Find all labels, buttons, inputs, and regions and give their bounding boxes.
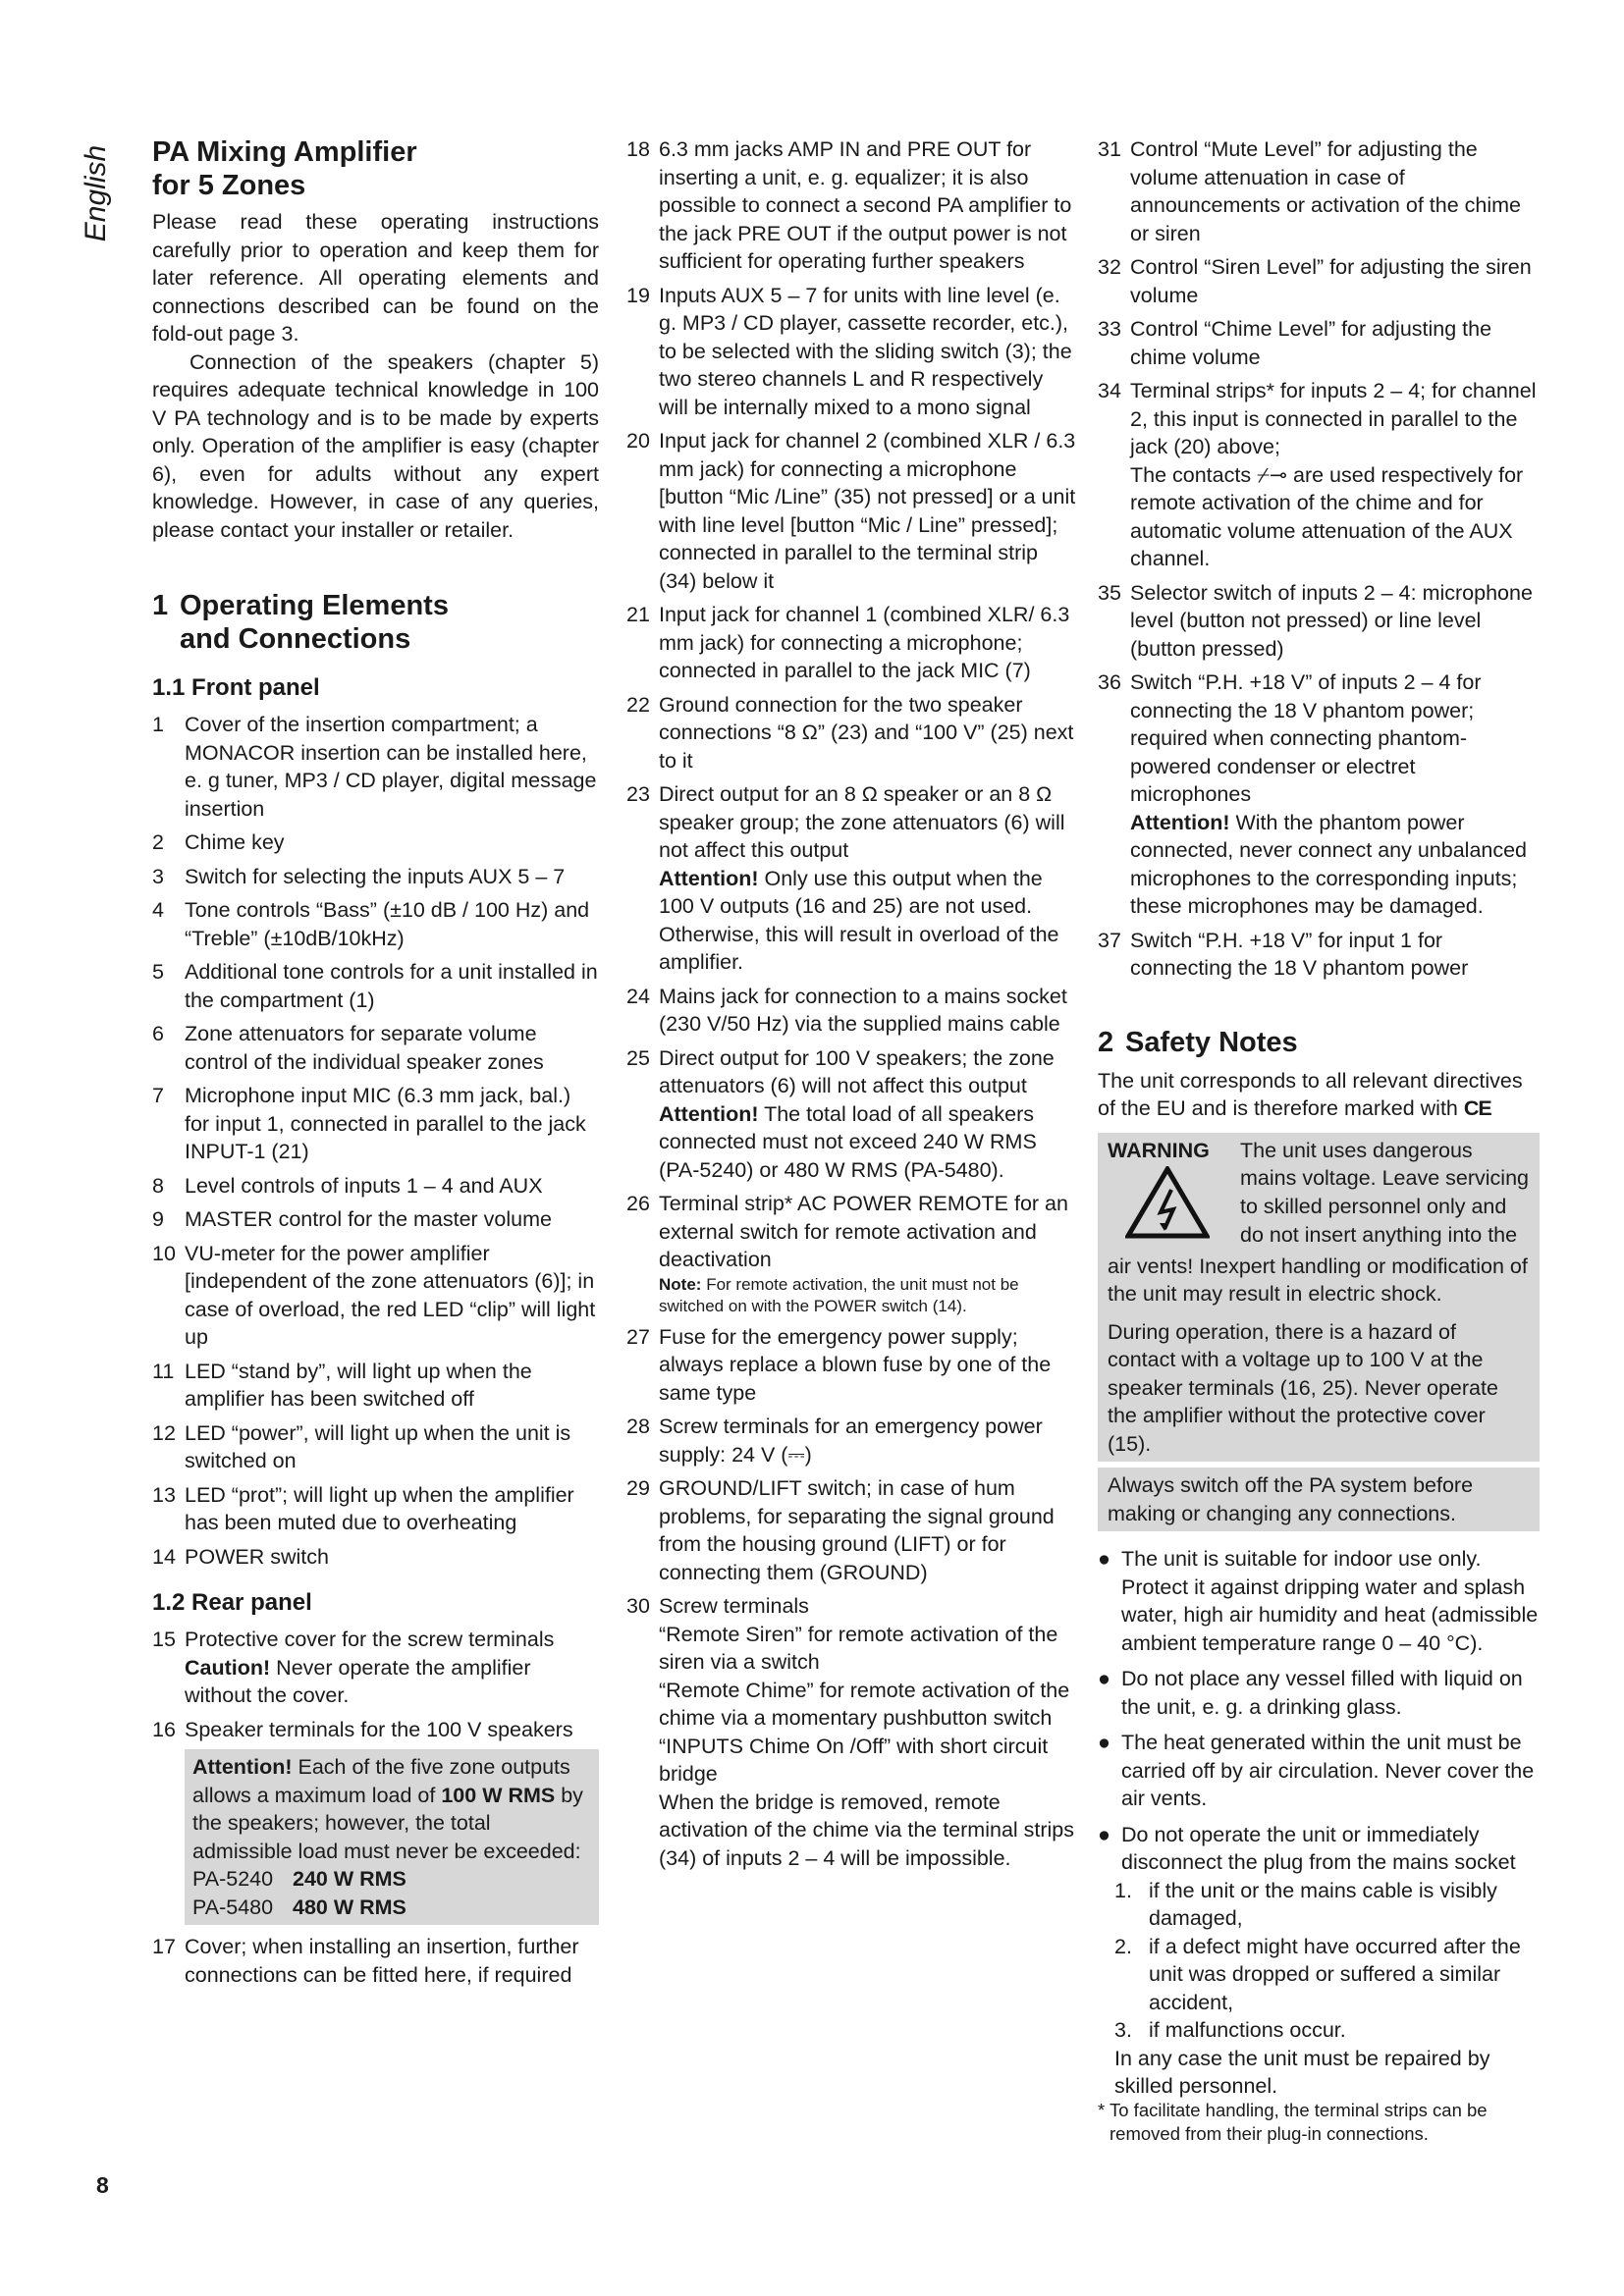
list-item: 24 Mains jack for connection to a mains socket (230 V/50 Hz) via the supplied mains cable <box>626 984 1067 1036</box>
list-item: 17 Cover; when installing an insertion, further connections can be fitted here, if required <box>152 1935 579 1987</box>
list-item: 35 Selector switch of inputs 2 – 4: microphone level (button not pressed) or line level (button pressed) <box>1098 580 1533 661</box>
numbered-subitem: 3. if malfunctions occur. <box>1114 2018 1346 2042</box>
column-3 <box>1098 135 1540 2101</box>
language-label: English <box>80 144 112 242</box>
column-2 <box>626 135 1076 1878</box>
list-item: 16 Speaker terminals for the 100 V speakers Attention! Each of the five zone outputs allows a maximum load of 100 W RMS by the speakers; however, the total admissible load must never be exceeded: PA-5240 240 W RMS PA-5480 480 W RMS <box>152 1716 599 1926</box>
list-item: 25 Direct output for 100 V speakers; the zone attenuators (6) will not affect this output Attention! The total load of all speakers connected must not exceed 240 W RMS (PA-5240) or 480 W RMS (PA-5480). <box>626 1045 1055 1182</box>
list-item: 3 Switch for selecting the inputs AUX 5 – 7 <box>152 864 566 888</box>
list-item: 27 Fuse for the emergency power supply; always replace a blown fuse by one of the same type <box>626 1324 1052 1405</box>
attention-box: Attention! Each of the five zone outputs allows a maximum load of 100 W RMS by the speakers; however, the total admissible load must never be exceeded: PA-5240 240 W RMS PA-5480 480 W RMS <box>185 1749 599 1925</box>
numbered-subitem: 2. if a defect might have occurred after the unit was dropped or suffered a similar accident, <box>1114 1934 1521 2014</box>
bullet-item: ● The unit is suitable for indoor use only. Protect it against dripping water and splash water, high air humidity and heat (admissible ambient temperature range 0 – 40 °C). <box>1098 1547 1539 1655</box>
list-item: 12 LED “power”, will light up when the unit is switched on <box>152 1420 571 1472</box>
warning-label: WARNING <box>1108 1138 1210 1162</box>
list-item: 7 Microphone input MIC (6.3 mm jack, bal.) for input 1, connected in parallel to the jack INPUT-1 (21) <box>152 1084 586 1163</box>
footnote: * To facilitate handling, the terminal strips can be removed from their plug-in connections. <box>1098 2100 1488 2144</box>
list-item: 30 Screw terminals “Remote Siren” for remote activation of the siren via a switch “Remote Chime” for remote activation of the chime via a momentary pushbutton switch “INPUTS Chime On /Off” with short circuit bridge When the bridge is removed, remote activation of the chime via the terminal strips (34) of inputs 2 – 4 will be impossible. <box>626 1594 1075 1870</box>
list-item: 32 Control “Siren Level” for adjusting the siren volume <box>1098 255 1532 307</box>
list-item: 15 Protective cover for the screw terminals Caution! Never operate the amplifier without the cover. <box>152 1628 555 1707</box>
page-number: 8 <box>96 2172 109 2198</box>
list-item: 37 Switch “P.H. +18 V” for input 1 for connecting the 18 V phantom power <box>1098 928 1469 980</box>
list-item: 14 POWER switch <box>152 1544 329 1569</box>
front-panel-heading: 1.1 Front panel <box>152 674 320 701</box>
warning-box: WARNING The unit uses dangerous mains voltage. Leave servicing to skilled personnel only and do not insert anything into the air vents! Inexpert handling or modification of the unit may result in electric shock. <box>1098 1133 1540 1314</box>
list-item: 6 Zone attenuators for separate volume control of the individual speaker zones <box>152 1022 544 1074</box>
list-item: 5 Additional tone controls for a unit installed in the compartment (1) <box>152 960 598 1012</box>
list-item: 29 GROUND/LIFT switch; in case of hum problems, for separating the signal ground from the housing ground (LIFT) or for connecting them (GROUND) <box>626 1476 1055 1584</box>
list-item: 1 Cover of the insertion compartment; a MONACOR insertion can be installed here, e. g tuner, MP3 / CD player, digital message insertion <box>152 713 597 821</box>
intro-paragraph: Please read these operating instructions carefully prior to operation and keep them for later reference. All operating elements and connections described can be found on the fold-out page 3. <box>152 210 599 346</box>
bullet-item: ● Do not operate the unit or immediately disconnect the plug from the mains socket <box>1098 1822 1516 1874</box>
list-item: 18 6.3 mm jacks AMP IN and PRE OUT for inserting a unit, e. g. equalizer; it is also possible to connect a second PA amplifier to the jack PRE OUT if the output power is not sufficient for operating further speakers <box>626 137 1072 273</box>
list-item: 4 Tone controls “Bass” (±10 dB / 100 Hz) and “Treble” (±10dB/10kHz) <box>152 898 590 950</box>
list-item: 8 Level controls of inputs 1 – 4 and AUX <box>152 1173 543 1198</box>
list-item: 36 Switch “P.H. +18 V” of inputs 2 – 4 for connecting the 18 V phantom power; required when connecting phantom-powered condenser or electret microphones Attention! With the phantom power connected, never connect any unbalanced microphones to the corresponding inputs; these microphones may be damaged. <box>1098 670 1528 918</box>
list-item: 13 LED “prot”; will light up when the amplifier has been muted due to overheating <box>152 1482 574 1534</box>
list-item: 23 Direct output for an 8 Ω speaker or an 8 Ω speaker group; the zone attenuators (6) will not affect this output Attention! Only use this output when the 100 V outputs (16 and 25) are not used. Otherwise, this will result in overload of the amplifier. <box>626 782 1065 974</box>
load-row: PA-5480 480 W RMS <box>192 1895 406 1919</box>
list-item: 28 Screw terminals for an emergency power supply: 24 V (⎓) <box>626 1415 1043 1467</box>
section-1-heading: 1 Operating Elements and Connections <box>152 590 449 655</box>
intro-paragraph-2: Connection of the speakers (chapter 5) requires adequate technical knowledge in 100 V PA technology and is to be made by experts only. Operation of the amplifier is easy (chapter 6), even for adults without any expert knowledge. However, in case of any queries, please contact your installer or retailer. <box>152 349 599 542</box>
bullet-item: ● Do not place any vessel filled with liquid on the unit, e. g. a drinking glass. <box>1098 1667 1523 1719</box>
list-item: 20 Input jack for channel 2 (combined XLR / 6.3 mm jack) for connecting a microphone [button “Mic /Line” (35) not pressed] or a unit with line level [button “Mic / Line” pressed]; connected in parallel to the terminal strip (34) below it <box>626 429 1076 593</box>
list-item: 31 Control “Mute Level” for adjusting the volume attenuation in case of announcements or activation of the chime or siren <box>1098 137 1521 245</box>
high-voltage-warning-icon <box>1125 1166 1210 1239</box>
load-row: PA-5240 240 W RMS <box>192 1867 406 1891</box>
closing-text: In any case the unit must be repaired by skilled personnel. <box>1114 2046 1490 2098</box>
contact-symbol-icon: ⌿⊸ <box>1257 462 1287 487</box>
list-item: 21 Input jack for channel 1 (combined XLR/ 6.3 mm jack) for connecting a microphone; connected in parallel to the jack MIC (7) <box>626 603 1070 682</box>
numbered-subitem: 1. if the unit or the mains cable is visibly damaged, <box>1114 1878 1497 1930</box>
column-1 <box>152 135 599 1995</box>
warning-paragraph-2: During operation, there is a hazard of contact with a voltage up to 100 V at the speaker terminals (16, 25). Never operate the amplifier without the protective cover (15). <box>1098 1314 1540 1463</box>
section-2-heading: 2 Safety Notes <box>1098 1026 1298 1058</box>
list-item: 33 Control “Chime Level” for adjusting the chime volume <box>1098 317 1492 369</box>
rear-panel-heading: 1.2 Rear panel <box>152 1589 312 1616</box>
list-item: 22 Ground connection for the two speaker connections “8 Ω” (23) and “100 V” (25) next to it <box>626 692 1074 773</box>
list-item: 34 Terminal strips* for inputs 2 – 4; for channel 2, this input is connected in parallel to the jack (20) above; The contacts ⌿⊸ are used respectively for remote activation of the chime and for automatic volume attenuation of the AUX channel. <box>1098 379 1537 570</box>
ce-mark-icon: CE <box>1463 1096 1491 1120</box>
warning-paragraph-3: Always switch off the PA system before making or changing any connections. <box>1098 1468 1540 1531</box>
list-item: 10 VU-meter for the power amplifier [independent of the zone attenuators (6)]; in case of overload, the red LED “clip” will light up <box>152 1241 596 1349</box>
safety-intro: The unit corresponds to all relevant directives of the EU and is therefore marked with CE <box>1098 1068 1523 1120</box>
list-item: 9 MASTER control for the master volume <box>152 1207 552 1231</box>
list-item: 2 Chime key <box>152 830 285 854</box>
document-title: PA Mixing Amplifier for 5 Zones <box>152 136 417 201</box>
list-item: 26 Terminal strip* AC POWER REMOTE for an external switch for remote activation and deactivation Note: For remote activation, the unit must not be switched on with the POWER switch (14). <box>626 1192 1068 1315</box>
list-item: 19 Inputs AUX 5 – 7 for units with line level (e. g. MP3 / CD player, cassette recorder, etc.), to be selected with the sliding switch (3); the two stereo channels L and R respectively will be internally mixed to a mono signal <box>626 283 1072 419</box>
bullet-item: ● The heat generated within the unit must be carried off by air circulation. Never cover the air vents. <box>1098 1731 1535 1810</box>
list-item: 11 LED “stand by”, will light up when the amplifier has been switched off <box>152 1359 532 1411</box>
